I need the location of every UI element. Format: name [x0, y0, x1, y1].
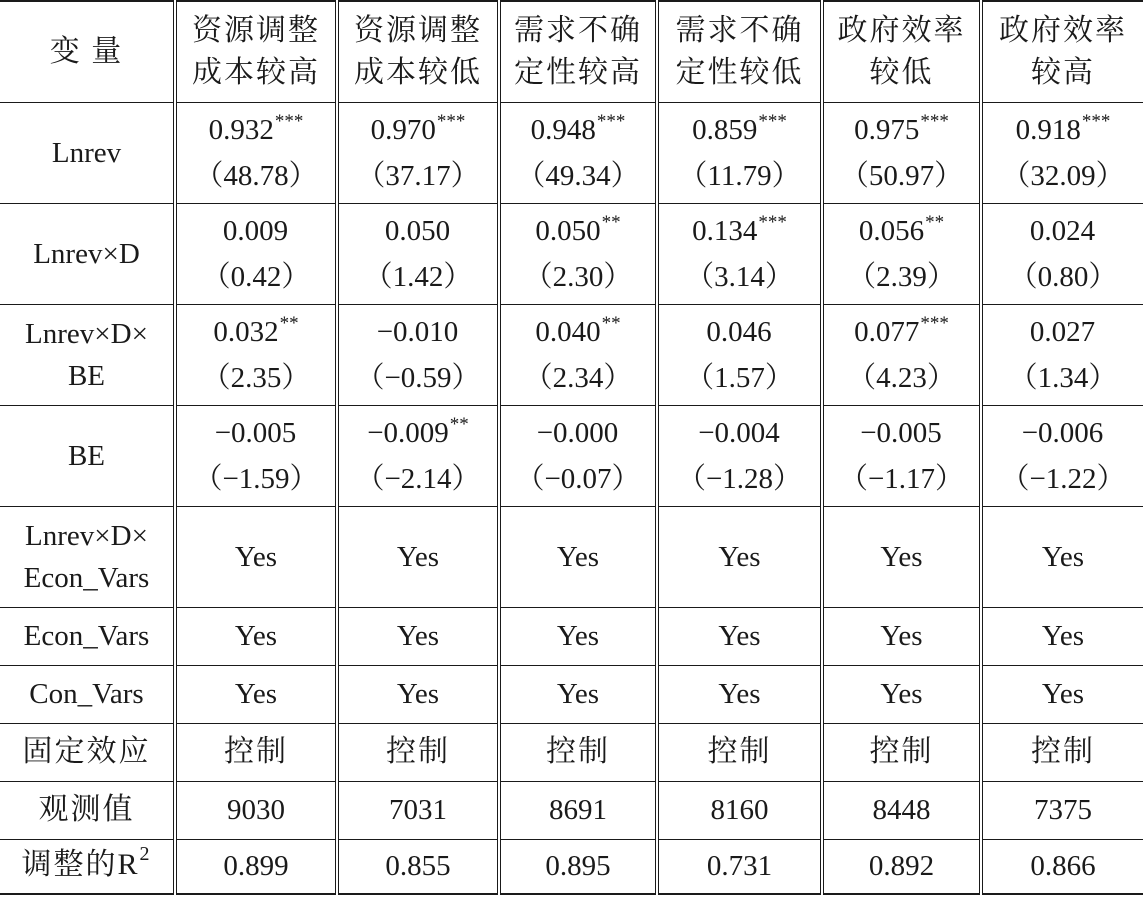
row-label: [0, 405, 175, 506]
observations-cell: 8160: [657, 781, 822, 839]
t-stat: （−1.22）: [1000, 462, 1126, 495]
coef-cell: [175, 304, 337, 405]
coef-value: −0.005: [214, 416, 297, 449]
control-cell: Yes: [337, 506, 499, 607]
coef-cell: [337, 405, 499, 506]
column-header-6: [981, 1, 1143, 102]
t-stat: （1.42）: [363, 260, 473, 293]
coef-value: 0.024: [1029, 214, 1096, 247]
r2-cell: 0.855: [337, 839, 499, 894]
coef-line: [339, 109, 497, 155]
row-label-line: 固定效应: [22, 735, 151, 768]
adjusted-r2-row: [0, 839, 1143, 894]
coef-cell: [822, 405, 981, 506]
row-label-line: Econ_Vars: [23, 561, 150, 594]
coef-line: [501, 311, 655, 357]
significance-stars: ***: [758, 110, 787, 132]
significance-stars: ***: [436, 110, 466, 132]
coef-value: 0.077: [854, 315, 920, 348]
control-cell: Yes: [175, 607, 337, 665]
control-row-con-vars: [0, 665, 1143, 723]
significance-stars: ***: [1081, 110, 1111, 132]
coef-cell: [175, 203, 337, 304]
coef-value: −0.006: [1021, 416, 1104, 449]
column-header-3-line1: 需求不确: [514, 13, 642, 47]
t-stat: （2.35）: [201, 361, 311, 394]
control-cell: Yes: [981, 665, 1143, 723]
coef-cell: [657, 102, 822, 203]
coef-line: [659, 210, 820, 256]
column-header-4-line1: 需求不确: [675, 13, 804, 47]
control-cell: Yes: [981, 607, 1143, 665]
coef-line: [339, 311, 497, 357]
coef-row-lnrev-d-be: [0, 304, 1143, 405]
control-cell: Yes: [822, 607, 981, 665]
significance-stars: ***: [596, 110, 626, 132]
row-label: [0, 203, 175, 304]
control-cell: 控制: [175, 723, 337, 781]
row-label: [0, 723, 175, 781]
coef-cell: [499, 203, 657, 304]
significance-stars: ***: [920, 110, 949, 132]
t-stat: （−0.07）: [515, 462, 641, 495]
row-label-line: Con_Vars: [29, 678, 144, 710]
significance-stars: ***: [274, 110, 304, 132]
coef-cell: [981, 304, 1143, 405]
column-header-4-line2: 定性较低: [675, 55, 804, 89]
header-row: [0, 1, 1143, 102]
control-row-fixed-effects: [0, 723, 1143, 781]
row-label-line: Lnrev×D×: [25, 519, 148, 552]
coef-cell: [337, 304, 499, 405]
coef-line: [501, 412, 655, 458]
coef-cell: [822, 304, 981, 405]
significance-stars: ***: [920, 312, 949, 334]
t-stat: （−1.59）: [193, 462, 319, 495]
row-label: [0, 102, 175, 203]
significance-stars: **: [601, 211, 621, 233]
coef-value: 0.040: [535, 315, 601, 348]
control-cell: Yes: [657, 506, 822, 607]
control-row-econ-vars: [0, 607, 1143, 665]
t-stat: （32.09）: [1001, 159, 1125, 192]
r2-cell: 0.892: [822, 839, 981, 894]
coef-line: [983, 412, 1143, 458]
observations-cell: 9030: [175, 781, 337, 839]
t-stat: （1.34）: [1008, 361, 1118, 394]
coef-value: −0.004: [698, 416, 780, 449]
coef-line: [983, 109, 1143, 155]
coef-cell: [981, 405, 1143, 506]
t-stat: （2.39）: [847, 260, 956, 293]
control-cell: Yes: [822, 665, 981, 723]
column-header-4: [657, 1, 822, 102]
column-header-3: [499, 1, 657, 102]
coef-value: 0.009: [222, 214, 289, 247]
coef-value: 0.046: [706, 315, 772, 348]
column-header-1-line2: 成本较高: [192, 55, 320, 89]
t-stat: （4.23）: [847, 361, 956, 394]
column-header-5-line1: 政府效率: [837, 13, 966, 47]
row-label: [0, 665, 175, 723]
column-header-1-line1: 资源调整: [192, 13, 320, 47]
control-cell: Yes: [657, 665, 822, 723]
coef-cell: [657, 203, 822, 304]
observations-cell: 8691: [499, 781, 657, 839]
coef-value: 0.859: [692, 113, 758, 146]
coef-cell: [499, 405, 657, 506]
row-label-line: Lnrev×D: [33, 237, 140, 270]
coef-cell: [175, 405, 337, 506]
control-cell: Yes: [657, 607, 822, 665]
coef-line: [339, 412, 497, 458]
control-cell: Yes: [337, 607, 499, 665]
coef-line: [177, 311, 335, 357]
control-cell: 控制: [657, 723, 822, 781]
coef-cell: [657, 405, 822, 506]
variable-header-label: 变 量: [49, 34, 124, 68]
coef-cell: [981, 102, 1143, 203]
coef-line: [177, 210, 335, 256]
significance-stars: **: [449, 413, 469, 435]
coef-value: 0.970: [370, 113, 436, 146]
observations-cell: 8448: [822, 781, 981, 839]
coef-value: 0.948: [530, 113, 596, 146]
row-label: 观测值: [0, 781, 175, 839]
column-header-2: [337, 1, 499, 102]
row-label: [0, 506, 175, 607]
coef-value: 0.134: [692, 214, 758, 247]
column-header-5: [822, 1, 981, 102]
coef-value: 0.027: [1029, 315, 1096, 348]
significance-stars: **: [925, 211, 945, 233]
coef-cell: [337, 102, 499, 203]
control-cell: Yes: [499, 506, 657, 607]
coef-line: [824, 311, 979, 357]
t-stat: （−0.59）: [355, 361, 481, 394]
control-cell: Yes: [499, 607, 657, 665]
control-cell: Yes: [822, 506, 981, 607]
significance-stars: **: [601, 312, 621, 334]
coef-row-lnrev: [0, 102, 1143, 203]
coef-line: [501, 210, 655, 256]
coef-cell: [657, 304, 822, 405]
coef-value: 0.932: [208, 113, 274, 146]
t-stat: （0.42）: [201, 260, 311, 293]
column-header-1: [175, 1, 337, 102]
control-cell: 控制: [499, 723, 657, 781]
significance-stars: ***: [758, 211, 787, 233]
coef-value: 0.056: [858, 214, 925, 247]
coef-value: 0.050: [384, 214, 451, 247]
t-stat: （48.78）: [194, 159, 318, 192]
coef-value: 0.918: [1015, 113, 1081, 146]
significance-stars: **: [279, 312, 299, 334]
t-stat: （−2.14）: [355, 462, 481, 495]
column-header-3-line2: 定性较高: [514, 55, 642, 89]
coef-line: [983, 311, 1143, 357]
coef-line: [177, 412, 335, 458]
coef-row-be: [0, 405, 1143, 506]
control-cell: Yes: [175, 665, 337, 723]
coef-line: [501, 109, 655, 155]
coef-line: [659, 311, 820, 357]
coef-line: [983, 210, 1143, 256]
row-label-line: Econ_Vars: [23, 620, 150, 652]
t-stat: （0.80）: [1008, 260, 1118, 293]
t-stat: （50.97）: [839, 159, 964, 192]
r2-label: 调整的R: [21, 847, 140, 881]
t-stat: （2.34）: [523, 361, 633, 394]
t-stat: （3.14）: [685, 260, 794, 293]
row-label-line: Lnrev: [51, 136, 122, 169]
column-header-6-line1: 政府效率: [999, 13, 1127, 47]
coef-line: [824, 412, 979, 458]
observations-row: [0, 781, 1143, 839]
r2-superscript: 2: [139, 842, 152, 865]
coef-cell: [175, 102, 337, 203]
control-cell: Yes: [499, 665, 657, 723]
coef-line: [177, 109, 335, 155]
coef-value: −0.010: [376, 315, 459, 348]
coef-line: [659, 109, 820, 155]
column-header-2-line2: 成本较低: [354, 55, 482, 89]
r2-cell: 0.899: [175, 839, 337, 894]
control-cell: 控制: [337, 723, 499, 781]
coef-cell: [337, 203, 499, 304]
t-stat: （−1.17）: [838, 462, 965, 495]
control-cell: 控制: [822, 723, 981, 781]
observations-cell: 7031: [337, 781, 499, 839]
variable-header: [0, 1, 175, 102]
r2-cell: 0.895: [499, 839, 657, 894]
coef-line: [659, 412, 820, 458]
r2-cell: 0.731: [657, 839, 822, 894]
control-cell: 控制: [981, 723, 1143, 781]
row-label: [0, 607, 175, 665]
coef-value: −0.009: [367, 416, 449, 449]
row-label: [0, 839, 175, 894]
coef-cell: [822, 102, 981, 203]
t-stat: （49.34）: [516, 159, 640, 192]
coef-cell: [981, 203, 1143, 304]
t-stat: （2.30）: [523, 260, 633, 293]
row-label-line: Lnrev×D×: [25, 317, 148, 350]
t-stat: （37.17）: [356, 159, 480, 192]
coef-value: −0.000: [536, 416, 619, 449]
column-header-5-line2: 较低: [869, 55, 934, 89]
coef-line: [824, 109, 979, 155]
r2-cell: 0.866: [981, 839, 1143, 894]
observations-cell: 7375: [981, 781, 1143, 839]
coef-value: 0.032: [213, 315, 279, 348]
control-cell: Yes: [981, 506, 1143, 607]
row-label-line: BE: [67, 439, 106, 472]
row-label-line: BE: [67, 359, 106, 392]
coef-value: 0.975: [854, 113, 920, 146]
column-header-2-line1: 资源调整: [354, 13, 482, 47]
control-cell: Yes: [337, 665, 499, 723]
coef-value: −0.005: [860, 416, 942, 449]
coef-value: 0.050: [535, 214, 601, 247]
control-cell: Yes: [175, 506, 337, 607]
row-label: [0, 304, 175, 405]
coef-line: [339, 210, 497, 256]
column-header-6-line2: 较高: [1031, 55, 1095, 89]
coef-line: [824, 210, 979, 256]
control-row-lnrev-d-econ-vars: [0, 506, 1143, 607]
t-stat: （−1.28）: [676, 462, 803, 495]
coef-cell: [499, 304, 657, 405]
coef-cell: [822, 203, 981, 304]
t-stat: （1.57）: [685, 361, 794, 394]
t-stat: （11.79）: [678, 159, 801, 192]
coef-row-lnrev-d: [0, 203, 1143, 304]
coef-cell: [499, 102, 657, 203]
